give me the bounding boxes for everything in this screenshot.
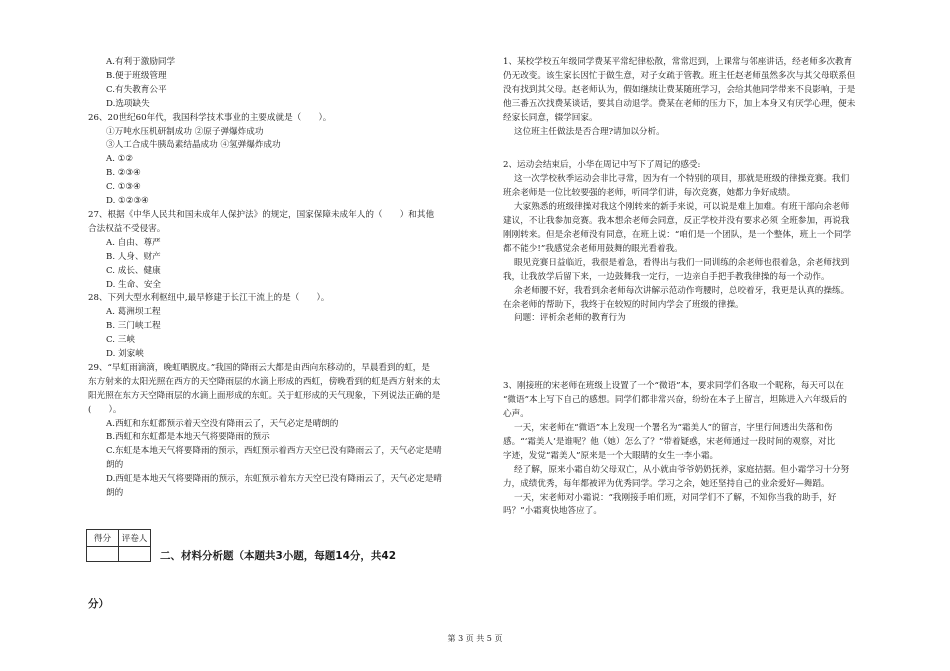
text-line: B. 人身、财产 (106, 251, 161, 262)
text-line: 合法权益不受侵害。 (88, 223, 166, 234)
grader-cell (119, 547, 151, 562)
score-label: 得分 (87, 530, 119, 547)
text-line: 班余老师是一位比较要强的老师，听同学们讲，每次竞赛，她都力争好成绩。 (503, 188, 796, 199)
text-line: 仍无改变。该生家长因忙于做生意，对子女疏于管教。班主任赵老师虽然多次与其父母联系但 (503, 70, 856, 81)
section-title-tail: 分） (88, 598, 109, 610)
text-line: D. 刘家峡 (106, 349, 144, 360)
page-footer: 第 3 页 共 5 页 (447, 634, 503, 643)
text-line: 都不能少!”我感觉余老师用鼓舞的眼光看着我。 (503, 243, 683, 254)
text-line: B.便于班级管理 (106, 70, 167, 81)
text-line: 大家熟悉的班级律操对我这个刚转来的新手来说，可以说是难上加难。有班干部向余老师 (514, 202, 850, 213)
section-title: 二、材料分析题（本题共3小题，每题14分，共42 (160, 550, 397, 562)
text-line: B.西虹和东虹都是本地天气将要降雨的预示 (106, 432, 270, 443)
text-line: D.西虹是本地天气将要降雨的预示，东虹预示着东方天空已没有降雨云了，天气必定是晴 (106, 474, 442, 485)
score-cell (87, 547, 119, 562)
text-line: 眼见竞赛日益临近，我很是着急，看得出与我们一同训练的余老师也很着急，余老师找到 (514, 257, 850, 268)
text-line: 没有找到其父母。赵老师认为，假如继续让费某随班学习，会给其他同学带来不良影响，于是 (503, 84, 856, 95)
text-line: 29、“早虹雨滴滴，晚虹晒脱皮。”我国的降雨云大都是由西向东移动的，早晨看到的虹，是 (88, 362, 430, 373)
text-line: 经家长同意，辍学回家。 (503, 112, 598, 123)
text-line: 阳光照在东方天空降雨层的水滴上面形成的东虹。关于虹形成的天气现象，下列说法正确的是 (88, 390, 441, 401)
text-line: 朗的 (106, 488, 124, 499)
score-table (86, 529, 151, 562)
text-line: C. 三峡 (106, 335, 135, 346)
text-line: 建议，不让我参加竞赛。我本想余老师会同意，反正学校并没有要求必须 全班参加，再说我 (503, 216, 850, 227)
left-column (88, 56, 486, 501)
text-line: 力，成绩优秀，每年都被评为优秀同学。学习之余，她还坚持自己的业余爱好—舞蹈。 (503, 478, 830, 489)
text-line: 2、运动会结束后，小华在周记中写下了周记的感受: (503, 160, 701, 171)
text-line: C. 成长、健康 (106, 265, 161, 276)
text-line: ①万吨水压机研制成功 ②原子弹爆炸成功 (106, 126, 264, 137)
text-line: A. 葛洲坝工程 (106, 307, 161, 318)
text-line: “微语”本上写下自己的感想。同学们都非常兴奋，纷纷在本子上留言，坦陈进入六年级后的 (503, 395, 847, 406)
text-line: 余老师腰不好，我看到余老师每次讲解示范动作弯腰时，总咬着牙，我更是认真的操练。 (514, 285, 850, 296)
text-line: 刚刚转来。但是余老师没有同意，在班上说：“咱们是一个团队，是一个整体，班上一个同学 (503, 229, 852, 240)
text-line: 吗？”小霜爽快地答应了。 (503, 506, 602, 517)
text-line: 心声。 (503, 409, 529, 420)
text-line: A.有利于激励同学 (106, 57, 176, 67)
text-line: 26、20世纪60年代，我国科学技术事业的主要成就是（ ）。 (88, 112, 332, 123)
text-line: 问题：评析余老师的教育行为 (514, 313, 626, 324)
text-line: 一天，宋老师对小霜说：“我刚接手咱们班，对同学们不了解，不知你当我的助手，好 (514, 492, 837, 503)
text-line: ( ）。 (88, 404, 122, 415)
text-line: A. ①② (106, 154, 134, 165)
text-line: ③人工合成牛胰岛素结晶成功 ④氢弹爆炸成功 (106, 140, 281, 151)
right-column (503, 56, 901, 519)
text-line: D. ①②③④ (106, 196, 149, 207)
text-line: 他三番五次找费某谈话，要其自动退学。费某在老师的压力下，加上本身又有厌学心理，便未 (503, 98, 856, 109)
text-line: 1、某校学校五年级同学费某平常纪律松散，常常迟到，上课常与邻座讲话，经老师多次教育 (503, 57, 853, 67)
text-line: 东方射来的太阳光照在西方的天空降雨层的水滴上形成的西虹，傍晚看到的虹是西方射来的太 (88, 376, 441, 387)
text-line: A. 自由、尊严 (106, 237, 161, 248)
text-line: C.东虹是本地天气将要降雨的预示，西虹预示着西方天空已没有降雨云了，天气必定是晴 (106, 446, 442, 457)
text-line: 这一次学校秋季运动会非比寻常，因为有一个特别的项目，那就是班级的律操竞赛。我们 (514, 174, 850, 185)
text-line: 经了解，原来小霜自幼父母双亡，从小就由爷爷奶奶抚养，家庭拮据。但小霜学习十分努 (514, 464, 850, 475)
text-line: B. 三门峡工程 (106, 321, 161, 332)
text-line: 3、刚接班的宋老师在班级上设置了一个“微语”本，要求同学们各取一个昵称，每天可以在 (503, 381, 844, 392)
text-line: B. ②③④ (106, 168, 141, 179)
text-line: 在余老师的帮助下，我终于在较短的时间内学会了班级的律操。 (503, 299, 744, 310)
grader-label: 评卷人 (119, 530, 151, 547)
text-line: 我，让我放学后留下来，一边鼓舞我一定行，一边亲自手把手教我律操的每一个动作。 (503, 271, 830, 282)
text-line: 朗的 (106, 460, 124, 471)
text-line: 一天，宋老师在“微语”本上发现一个署名为“霜美人”的留言，字里行间透出失落和伤 (514, 423, 833, 434)
text-line: 28、下列大型水利枢纽中,最早修建于长江干流上的是（ ）。 (88, 293, 330, 304)
text-line: 这位班主任做法是否合理?请加以分析。 (514, 126, 665, 137)
text-line: D. 生命、安全 (106, 279, 162, 290)
text-line: 感。“‘霜美人’是谁呢？他（她）怎么了？”带着疑惑，宋老师通过一段时间的观察，对比 (503, 436, 836, 447)
text-line: C.有失教育公平 (106, 84, 167, 95)
text-line: 字迹，发觉“霜美人”原来是一个大眼睛的女生一李小霜。 (503, 450, 719, 461)
text-line: C. ①③④ (106, 182, 141, 193)
text-line: A.西虹和东虹都预示着天空没有降雨云了，天气必定是晴朗的 (106, 418, 339, 429)
text-line: 27、根据《中华人民共和国未成年人保护法》的规定，国家保障未成年人的（ ）和其他 (88, 209, 435, 220)
text-line: D.选项缺失 (106, 98, 150, 109)
